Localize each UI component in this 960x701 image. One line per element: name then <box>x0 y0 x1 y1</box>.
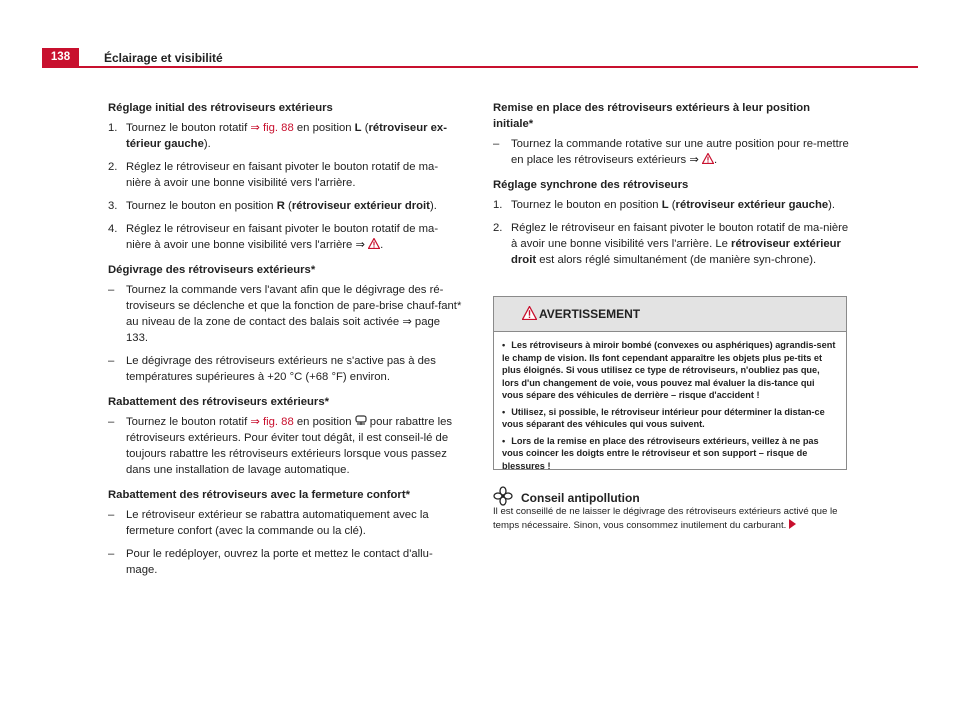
fig-88-link[interactable]: ⇒ fig. 88 <box>250 416 294 428</box>
warning-paragraph: • Utilisez, si possible, le rétroviseur intérieur pour déterminer la distan-ce vous séparant des véhicules qui vous suivent. <box>502 406 825 429</box>
warning-paragraph: • Lors de la remise en place des rétroviseurs extérieurs, veillez à ne pas vous coincer les doigts entre le rétroviseur et son support – risque de blessures ! <box>502 435 819 471</box>
environment-title: Conseil antipollution <box>521 491 640 505</box>
list-item: – Tournez la commande vers l'avant afin que le dégivrage des ré-troviseurs se déclenche et que la fonction de pare-brise chauf-fant* au niveau de la zone de contact des balais soit activée ⇒ page 133. <box>108 284 462 344</box>
header-rule <box>42 66 918 68</box>
left-column <box>108 100 463 587</box>
reset-list <box>493 136 849 168</box>
warning-box <box>493 296 847 470</box>
list-item: – Le rétroviseur extérieur se rabattra automatiquement avec la fermeture confort (avec la commande ou la clé). <box>108 509 429 537</box>
warning-body <box>494 332 846 472</box>
environment-text: Il est conseillé de ne laisser le dégivrage des rétroviseurs extérieurs activé que le temps nécessaire. Sinon, vous consommez inutilement du carburant. <box>493 506 838 531</box>
page-number: 138 <box>42 48 79 67</box>
defrost-list <box>108 282 463 385</box>
section-heading-initial-adjustment: Réglage initial des rétroviseurs extérieurs <box>108 102 333 114</box>
list-item: 2. Réglez le rétroviseur en faisant pivoter le bouton rotatif de ma-nière à avoir une bonne visibilité vers l'arrière. <box>108 161 439 189</box>
folding-list <box>108 414 463 478</box>
warning-paragraph: • Les rétroviseurs à miroir bombé (convexes ou asphériques) agrandis-sent le champ de vision. Ils font cependant apparaître les objets plus pe-tits et plus éloignés. Si vous utilisez ce type de rétroviseurs, n'oubliez pas que, lors d'un changement de voie, vous pouvez mal évaluer la dis-tance qui vous sépare des véhicules de derrière – risque d'accident ! <box>502 340 836 400</box>
section-heading-reset: Remise en place des rétroviseurs extérieurs à leur position initiale* <box>493 102 811 130</box>
list-item: – Tournez le bouton rotatif ⇒ fig. 88 en position pour rabattre les rétroviseurs extérieurs. Pour éviter tout dégât, il est conseil-lé de toujours rabattre les rétroviseurs extérieurs lorsque vous passez dans une installation de lavage automatique. <box>108 416 453 476</box>
warning-triangle-icon <box>522 306 537 320</box>
initial-adjustment-steps <box>108 120 463 253</box>
section-heading-sync: Réglage synchrone des rétroviseurs <box>493 179 689 191</box>
list-item: – Tournez la commande rotative sur une autre position pour re-mettre en place les rétroviseurs extérieurs ⇒ . <box>493 138 849 166</box>
sync-steps <box>493 197 849 268</box>
comfort-folding-list <box>108 507 463 578</box>
page-header <box>42 48 918 70</box>
warning-header <box>494 297 846 332</box>
running-title: Éclairage et visibilité <box>104 51 223 65</box>
list-item: 4. Réglez le rétroviseur en faisant pivoter le bouton rotatif de ma-nière à avoir une bonne visibilité vers l'arrière ⇒ . <box>108 223 439 251</box>
list-item: 2. Réglez le rétroviseur en faisant pivoter le bouton rotatif de ma-nière à avoir une bonne visibilité vers l'arrière. Le rétroviseur extérieur droit est alors réglé simultanément (de manière syn-chrone). <box>493 222 849 266</box>
list-item: 1. Tournez le bouton en position L (rétroviseur extérieur gauche). <box>493 199 836 211</box>
warning-triangle-icon[interactable] <box>702 153 714 164</box>
leaf-icon <box>493 486 513 506</box>
environment-header <box>493 486 853 506</box>
list-item: 3. Tournez le bouton en position R (rétroviseur extérieur droit). <box>108 200 437 212</box>
fig-88-link[interactable]: ⇒ fig. 88 <box>250 122 294 134</box>
section-heading-comfort-folding: Rabattement des rétroviseurs avec la fermeture confort* <box>108 489 410 501</box>
list-item: 1. Tournez le bouton rotatif ⇒ fig. 88 en position L (rétroviseur ex-térieur gauche). <box>108 122 447 150</box>
environment-note <box>493 486 853 532</box>
list-item: – Le dégivrage des rétroviseurs extérieurs ne s'active pas à des températures supérieures à +20 °C (+68 °F) environ. <box>108 355 436 383</box>
next-page-arrow-icon[interactable] <box>789 519 796 529</box>
right-column <box>493 100 849 277</box>
list-item: – Pour le redéployer, ouvrez la porte et mettez le contact d'allu-mage. <box>108 548 433 576</box>
section-heading-folding: Rabattement des rétroviseurs extérieurs* <box>108 396 330 408</box>
warning-title: AVERTISSEMENT <box>539 307 641 321</box>
mirror-fold-icon <box>355 415 367 426</box>
section-heading-defrost: Dégivrage des rétroviseurs extérieurs* <box>108 264 316 276</box>
warning-triangle-icon[interactable] <box>368 238 380 249</box>
